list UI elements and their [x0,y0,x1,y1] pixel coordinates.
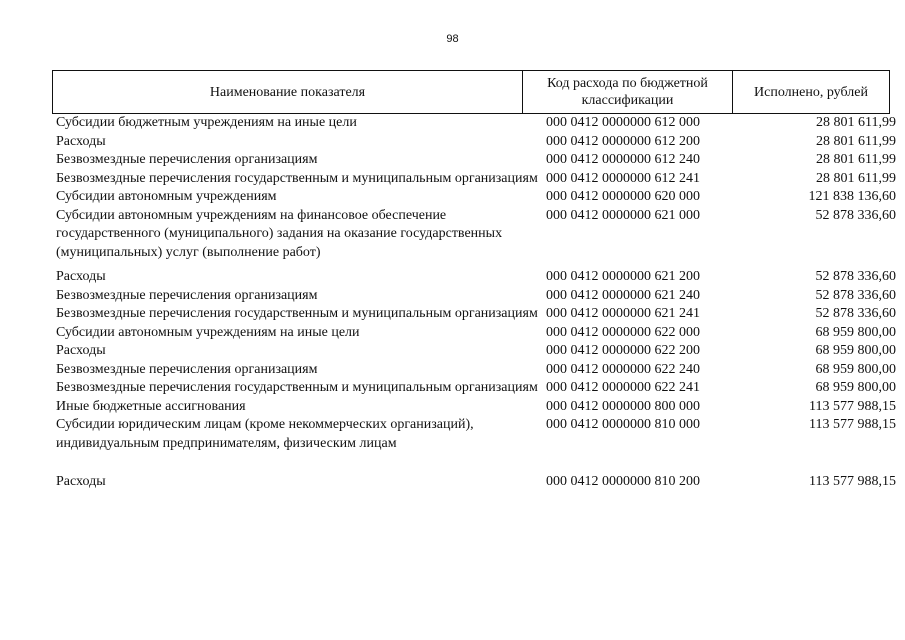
row-code: 000 0412 0000000 810 000 [546,417,700,432]
row-name: Субсидии юридическим лицам (кроме некоммерческих организаций), индивидуальным предпринимателям, физическим лицам [56,417,474,451]
row-name: Субсидии автономным учреждениям на иные цели [56,324,360,340]
row-code: 000 0412 0000000 622 240 [546,361,700,377]
row-amount: 28 801 611,99 [816,152,896,167]
table-row [56,342,896,361]
row-code: 000 0412 0000000 810 200 [546,474,700,489]
table-row [56,416,896,453]
table-row [56,324,896,343]
row-amount: 68 959 800,00 [815,343,896,358]
row-name: Безвозмездные перечисления организациям [56,152,318,167]
row-amount: 28 801 611,99 [816,115,896,130]
row-amount: 113 577 988,15 [809,417,896,432]
row-name: Субсидии бюджетным учреждениям на иные цели [56,115,357,130]
table-row [56,207,896,263]
row-amount: 52 878 336,60 [815,207,896,223]
row-code: 000 0412 0000000 621 240 [546,287,700,303]
row-amount: 113 577 988,15 [809,398,896,414]
row-name: Безвозмездные перечисления государственным и муниципальным организациям [56,380,538,395]
row-name: Субсидии автономным учреждениям [56,189,277,204]
header-amount: Исполнено, рублей [754,84,868,100]
row-amount: 68 959 800,00 [815,361,896,377]
row-name: Расходы [56,269,106,284]
table-row [56,305,896,324]
table-header [52,70,890,114]
row-code: 000 0412 0000000 612 000 [546,115,700,130]
row-name: Расходы [56,474,106,489]
table-row [56,361,896,380]
row-code: 000 0412 0000000 622 000 [546,324,700,340]
page-number: 98 [446,33,459,45]
row-name: Безвозмездные перечисления организациям [56,287,318,303]
row-amount: 68 959 800,00 [815,380,896,395]
row-code: 000 0412 0000000 622 200 [546,343,700,358]
row-name: Безвозмездные перечисления государственным и муниципальным организациям [56,170,538,186]
table-row [56,473,896,492]
table-row [56,114,896,133]
row-code: 000 0412 0000000 800 000 [546,398,700,414]
table-row [56,287,896,306]
table-body [56,114,896,492]
row-code: 000 0412 0000000 621 000 [546,207,700,223]
row-amount: 121 838 136,60 [808,189,896,204]
row-code: 000 0412 0000000 612 200 [546,133,700,149]
table-row [56,268,896,287]
row-amount: 52 878 336,60 [815,306,896,321]
row-name: Субсидии автономным учреждениям на финансовое обеспечение государственного (муниципального) задания на оказание государственных (муниципальных) услуг (выполнение работ) [56,207,503,260]
table-row [56,133,896,152]
row-name: Расходы [56,133,106,149]
row-code: 000 0412 0000000 612 241 [546,170,700,186]
table-row [56,170,896,189]
row-amount: 52 878 336,60 [815,287,896,303]
row-name: Иные бюджетные ассигнования [56,398,246,414]
header-code: Код расхода по бюджетной классификации [523,71,733,113]
row-amount: 68 959 800,00 [815,324,896,340]
row-amount: 52 878 336,60 [815,269,896,284]
row-code: 000 0412 0000000 622 241 [546,380,700,395]
header-name: Наименование показателя [53,71,523,113]
row-name: Безвозмездные перечисления организациям [56,361,318,377]
table-row [56,398,896,417]
row-code: 000 0412 0000000 621 200 [546,269,700,284]
row-amount: 28 801 611,99 [816,133,896,149]
row-name: Безвозмездные перечисления государственным и муниципальным организациям [56,306,538,321]
row-amount: 113 577 988,15 [809,474,896,489]
table-row [56,379,896,398]
row-code: 000 0412 0000000 620 000 [546,189,700,204]
row-name: Расходы [56,343,106,358]
table-row [56,188,896,207]
row-code: 000 0412 0000000 612 240 [546,152,700,167]
row-amount: 28 801 611,99 [816,170,896,186]
row-code: 000 0412 0000000 621 241 [546,306,700,321]
table-row [56,151,896,170]
